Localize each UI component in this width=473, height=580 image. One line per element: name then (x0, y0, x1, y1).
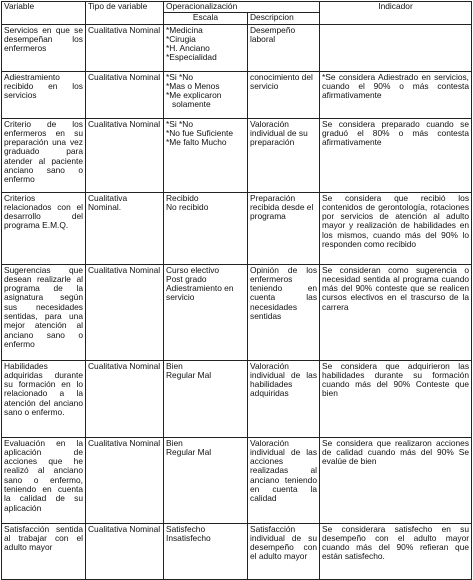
escala-option: *Especialidad (166, 52, 217, 63)
escala-option: *Mas o Menos (166, 80, 220, 91)
cell-descripcion: Opinión de los enfermeros teniendo en cuenta las necesidades sentidas (248, 264, 320, 360)
cell-descripcion: Valoración individual de las habilidades adquiridas (248, 360, 320, 437)
cell-tipo: Cualitativa Nominal. (86, 192, 164, 264)
table-row (2, 264, 472, 360)
escala-option: *Cirugia (166, 33, 196, 44)
escala-option: Adiestramiento en (166, 283, 234, 294)
cell-variable: Sugerencias que desean realizarle al programa de la asignatura según sus necesidades sentidas, para una mejor atención al anciano sano o enfermo (2, 264, 86, 360)
cell-escala (164, 24, 248, 71)
document-page (1, 1, 471, 580)
escala-option: Regular Mal (166, 369, 212, 380)
cell-variable: Criterios relacionados con el desarrollo del programa E.M.Q. (2, 192, 86, 264)
cell-tipo: Cualitativa Nominal (86, 264, 164, 360)
cell-indicador: Se considera que realizaron acciones de calidad cuando más del 90% Se evalúe de bien (320, 437, 472, 523)
cell-indicador: Se consideran como sugerencia o necesidad sentida al programa cuando más del 90% conteste que se realicen cursos electivos en el trascurso de la carrera (320, 264, 472, 360)
cell-variable: Adiestramiento recibido en los servicios (2, 71, 86, 118)
header-row (2, 2, 472, 13)
escala-option: Satisfecho (166, 523, 206, 534)
escala-option: *No fue Suficiente (166, 127, 234, 138)
escala-option: *Si *No (166, 71, 193, 82)
cell-escala (164, 437, 248, 523)
escala-option: Insatisfecho (166, 532, 211, 543)
cell-variable: Satisfacción sentida al trabajar con el adulto mayor (2, 523, 86, 579)
cell-tipo: Cualitativa Nominal (86, 437, 164, 523)
cell-variable: Criterio de los enfermeros en su preparación una vez graduado para atender al paciente anciano sano o enfermo (2, 118, 86, 192)
escala-option: Post grado (166, 273, 207, 284)
operationalization-table (1, 1, 472, 580)
header-descripcion: Descripcion (248, 13, 320, 24)
cell-indicador: Se considerara satisfecho en su desempeño con el adulto mayor cuando más del 90% refieran que están satisfecho. (320, 523, 472, 579)
table-row (2, 71, 472, 118)
escala-option: No recibido (166, 201, 209, 212)
cell-indicador (320, 24, 472, 71)
escala-option: *Medicina (166, 24, 203, 35)
cell-escala (164, 192, 248, 264)
escala-option: *Me falto Mucho (166, 137, 227, 148)
cell-descripcion: Valoración individual de su preparación (248, 118, 320, 192)
cell-descripcion: Satisfacción individual de su desempeño con el adulto mayor (248, 523, 320, 579)
cell-tipo: Cualitativa Nominal (86, 523, 164, 579)
cell-tipo: Cualitativa Nominal (86, 24, 164, 71)
cell-indicador: Se considera preparado cuando se graduó el 80% o más contesta afirmativamente (320, 118, 472, 192)
cell-escala (164, 523, 248, 579)
header-operacionalizacion: Operacionalización (164, 2, 320, 13)
header-variable: Variable (2, 2, 86, 25)
header-escala: Escala (164, 13, 248, 24)
cell-variable: Habilidades adquiridas durante su formación en lo relacionado a la atención del anciano sano o enfermo. (2, 360, 86, 437)
escala-option: servicio (166, 292, 195, 303)
table-row (2, 118, 472, 192)
cell-tipo: Cualitativa Nominal (86, 360, 164, 437)
table-row (2, 24, 472, 71)
escala-option: Bien (166, 360, 183, 371)
escala-option: *Me explicaron (166, 90, 222, 101)
escala-option: Curso electivo (166, 264, 220, 275)
escala-option: solamente (172, 99, 211, 110)
cell-escala (164, 360, 248, 437)
cell-variable: Servicios en que se desempeñan los enfermeros (2, 24, 86, 71)
escala-option: *H. Anciano (166, 43, 210, 54)
escala-option: Recibido (166, 192, 199, 203)
cell-tipo: Cualitativa Nominal (86, 71, 164, 118)
header-tipo-variable: Tipo de variable (86, 2, 164, 25)
cell-indicador: Se considera que recibió los contenidos de gerontología, rotaciones por servicios de atención al adulto mayor y realización de habilidades en los mismos, cuando más del 90% lo responden como recibido (320, 192, 472, 264)
table-row (2, 192, 472, 264)
escala-option: Regular Mal (166, 446, 212, 457)
cell-variable: Evaluación en la aplicación de acciones que he realizó al anciano sano o enfermo, teniendo en cuenta la calidad de su aplicación (2, 437, 86, 523)
cell-descripcion: Preparación recibida desde el programa (248, 192, 320, 264)
header-indicador: Indicador (320, 2, 472, 25)
cell-indicador: Se considera que adquirieron las habilidades durante su formación cuando más del 90% Conteste que bien (320, 360, 472, 437)
escala-option: Bien (166, 437, 183, 448)
cell-escala (164, 71, 248, 118)
cell-escala (164, 264, 248, 360)
cell-descripcion: Valoración individual de las acciones realizadas al anciano teniendo en cuenta la calidad (248, 437, 320, 523)
table-row (2, 360, 472, 437)
cell-indicador: *Se considera Adiestrado en servicios, cuando el 90% o más contesta afirmativamente (320, 71, 472, 118)
cell-descripcion: Desempeño laboral (248, 24, 320, 71)
cell-escala (164, 118, 248, 192)
cell-tipo: Cualitativa Nominal (86, 118, 164, 192)
table-row (2, 437, 472, 523)
cell-descripcion: conocimiento del servicio (248, 71, 320, 118)
escala-option: *Si *No (166, 118, 193, 129)
table-row (2, 523, 472, 579)
